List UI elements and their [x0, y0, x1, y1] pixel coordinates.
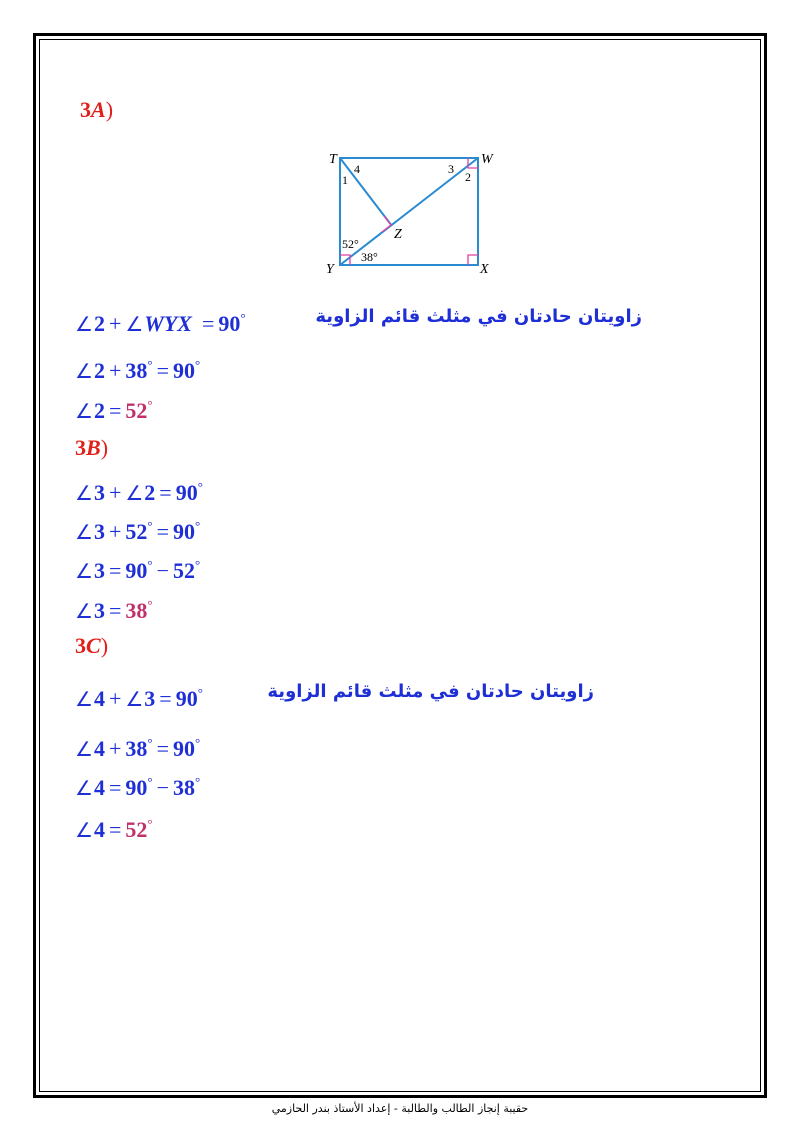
arabic-note-1: زاويتان حادتان في مثلث قائم الزاوية	[315, 306, 642, 327]
geometry-figure	[320, 148, 505, 278]
angle-label-3: 3	[448, 162, 454, 176]
heading-3c: 3C)	[75, 633, 109, 658]
equation-line-3: ∠2 = 52°	[75, 397, 153, 423]
label-x: X	[480, 262, 489, 277]
label-w: W	[481, 152, 493, 167]
page-footer: حقيبة إنجاز الطالب والطالبة - إعداد الأستاذ بندر الحازمي	[271, 1102, 529, 1115]
label-z: Z	[394, 227, 402, 242]
equation-line-2: ∠2 + 38° = 90°	[75, 357, 201, 383]
equation-line-4: ∠3 + ∠2 = 90°	[75, 479, 203, 505]
angle-label-1: 1	[342, 173, 348, 187]
equation-line-10: ∠4 = 90° − 38°	[75, 774, 201, 800]
equation-line-1: ∠2 + ∠WYX = 90°	[75, 310, 246, 336]
equation-line-8: ∠4 + ∠3 = 90°	[75, 685, 203, 711]
angle-label-4: 4	[354, 162, 360, 176]
equation-line-9: ∠4 + 38° = 90°	[75, 735, 201, 761]
heading-3b: 3B)	[75, 435, 109, 460]
angle-label-2: 2	[465, 170, 471, 184]
angle-label-52: 52°	[342, 237, 359, 251]
label-t: T	[329, 152, 337, 167]
angle-label-38: 38°	[361, 250, 378, 264]
equation-line-5: ∠3 + 52° = 90°	[75, 518, 201, 544]
label-y: Y	[326, 262, 334, 277]
equation-line-6: ∠3 = 90° − 52°	[75, 557, 201, 583]
arabic-note-2: زاويتان حادتان في مثلث قائم الزاوية	[267, 681, 594, 702]
heading-3a: 3A)	[80, 97, 114, 122]
equation-line-7: ∠3 = 38°	[75, 597, 153, 623]
equation-line-11: ∠4 = 52°	[75, 816, 153, 842]
